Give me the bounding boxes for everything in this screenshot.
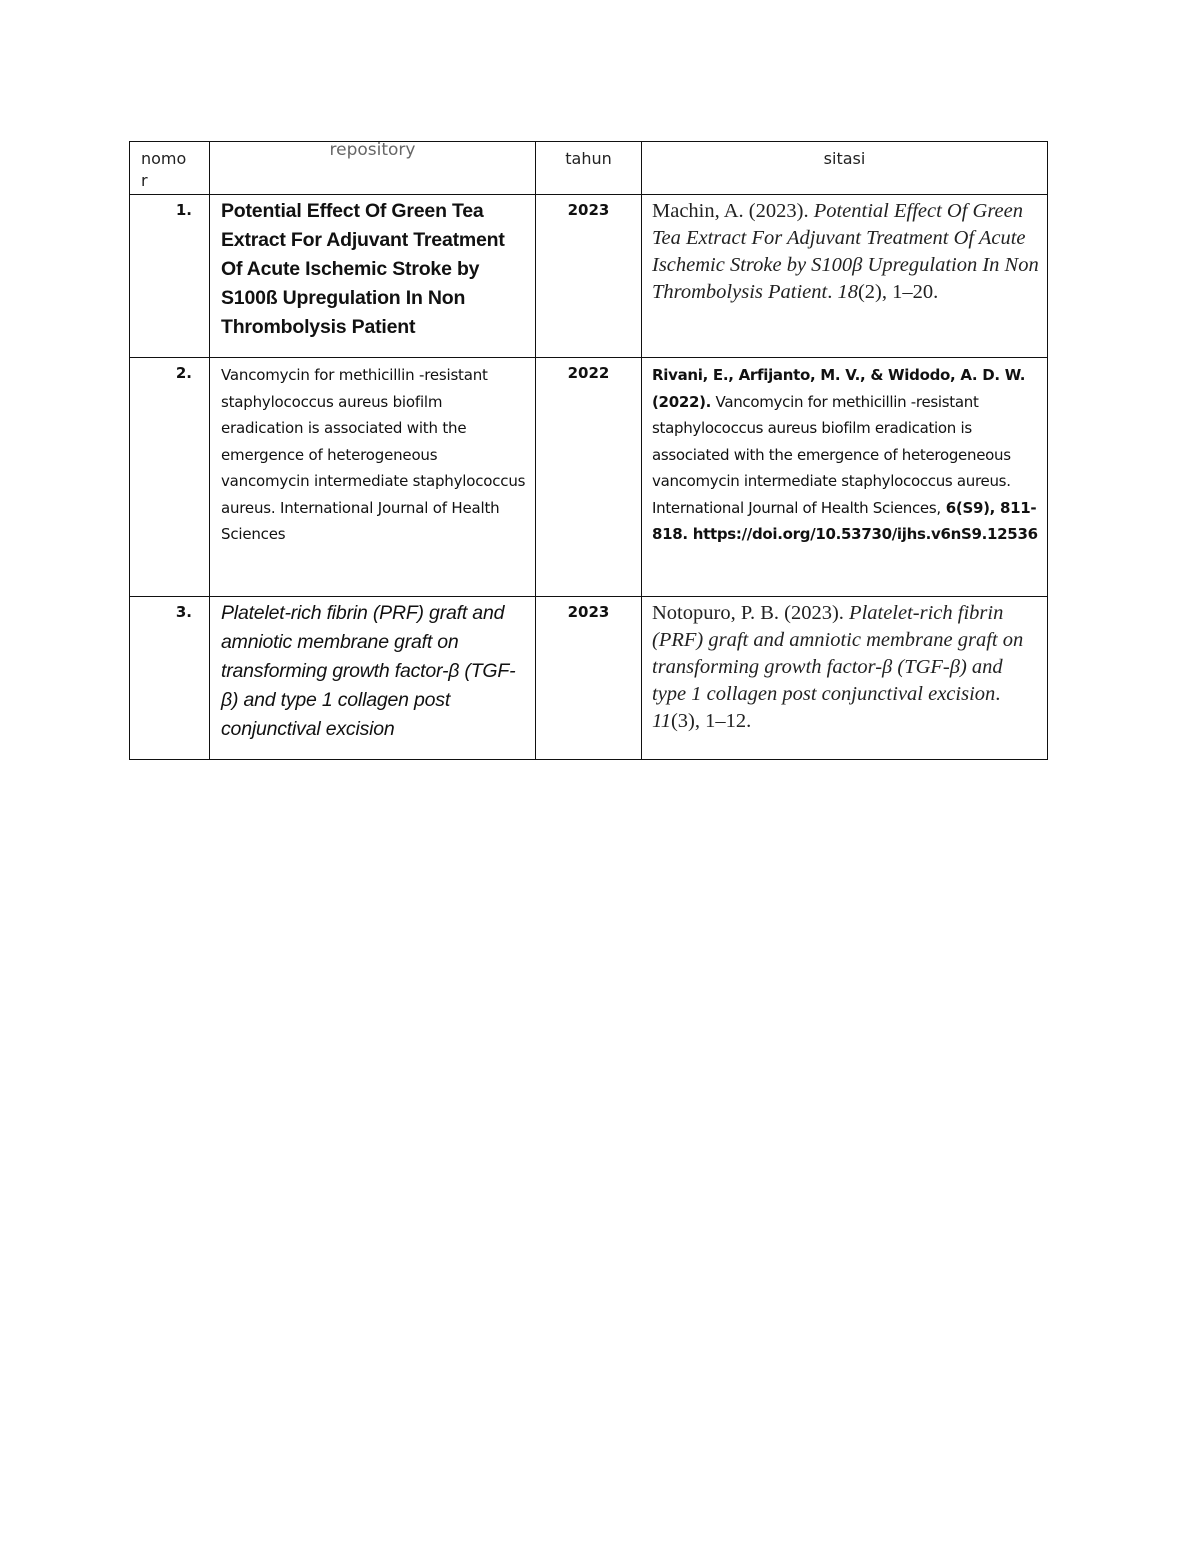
- cell-tahun: [536, 597, 642, 760]
- header-cell-sitasi: [642, 142, 1048, 195]
- citation-authors: Notopuro, P. B. (2023).: [652, 602, 850, 624]
- reference-table: [129, 141, 1048, 760]
- year: 2023: [567, 603, 610, 621]
- cell-sitasi: [642, 597, 1048, 760]
- repository-title: Potential Effect Of Green Tea Extract For Adjuvant Treatment Of Acute Ischemic Stroke by S100ß Upregulation In Non Thrombolysis Patient: [221, 200, 505, 338]
- row-number: 3.: [175, 603, 192, 621]
- header-cell-tahun: [536, 142, 642, 195]
- repository-title: Vancomycin for methicillin -resistant staphylococcus aureus biofilm eradication is associated with the emergence of heterogeneous vancomycin intermediate staphylococcus aureus. International Journal of Health Sciences: [221, 366, 526, 543]
- citation: [642, 597, 1047, 747]
- citation-title: Platelet-rich fibrin (PRF) graft and amniotic membrane graft on transforming growth factor-β (TGF-β) and type 1 collagen post conjunctival excision: [652, 602, 1024, 705]
- cell-nomor: [130, 597, 210, 760]
- header-repository: repository: [329, 140, 416, 160]
- citation-pages: (3), 1–12.: [670, 710, 752, 732]
- citation-tail: 6(S9), 811-818. https://doi.org/10.53730/ijhs.v6nS9.12536: [652, 498, 1038, 543]
- citation-volume: 11: [652, 710, 671, 732]
- header-nomor: nomo r: [141, 149, 187, 190]
- row-number: 1.: [175, 201, 192, 219]
- repository-title: Platelet-rich fibrin (PRF) graft and amniotic membrane graft on transforming growth factor-β (TGF-β) and type 1 collagen post conjunctival excision: [221, 602, 516, 740]
- cell-repository: [210, 195, 536, 358]
- cell-sitasi: [642, 195, 1048, 358]
- citation: [642, 195, 1047, 318]
- year: 2023: [567, 201, 610, 219]
- cell-tahun: [536, 358, 642, 597]
- year: 2022: [567, 364, 610, 382]
- cell-repository: [210, 358, 536, 597]
- citation-volume: 18: [837, 281, 858, 303]
- citation-pages: (2), 1–20.: [857, 281, 939, 303]
- header-cell-repository: [210, 142, 536, 195]
- citation-separator: .: [995, 683, 1001, 705]
- cell-nomor: [130, 195, 210, 358]
- cell-tahun: [536, 195, 642, 358]
- citation-authors: Rivani, E., Arfijanto, M. V., & Widodo, A. D. W. (2022).: [652, 366, 1026, 411]
- citation: [642, 358, 1047, 550]
- citation-title: Potential Effect Of Green Tea Extract For Adjuvant Treatment Of Acute Ischemic Stroke by S100β Upregulation In Non Thrombolysis Patient: [652, 200, 1039, 303]
- header-tahun: tahun: [565, 149, 612, 168]
- citation-separator: .: [827, 281, 838, 303]
- row-number: 2.: [175, 364, 192, 382]
- table-row: [130, 597, 1048, 760]
- cell-repository: [210, 597, 536, 760]
- header-cell-nomor: [130, 142, 210, 195]
- table-row: [130, 195, 1048, 358]
- cell-nomor: [130, 358, 210, 597]
- cell-sitasi: [642, 358, 1048, 597]
- table-header-row: [130, 142, 1048, 195]
- citation-body: Vancomycin for methicillin -resistant staphylococcus aureus biofilm eradication is associated with the emergence of heterogeneous vancomycin intermediate staphylococcus aureus. International Journal of Health Sciences,: [652, 392, 1011, 517]
- table-row: [130, 358, 1048, 597]
- header-sitasi: sitasi: [823, 149, 866, 168]
- citation-authors: Machin, A. (2023).: [652, 200, 814, 222]
